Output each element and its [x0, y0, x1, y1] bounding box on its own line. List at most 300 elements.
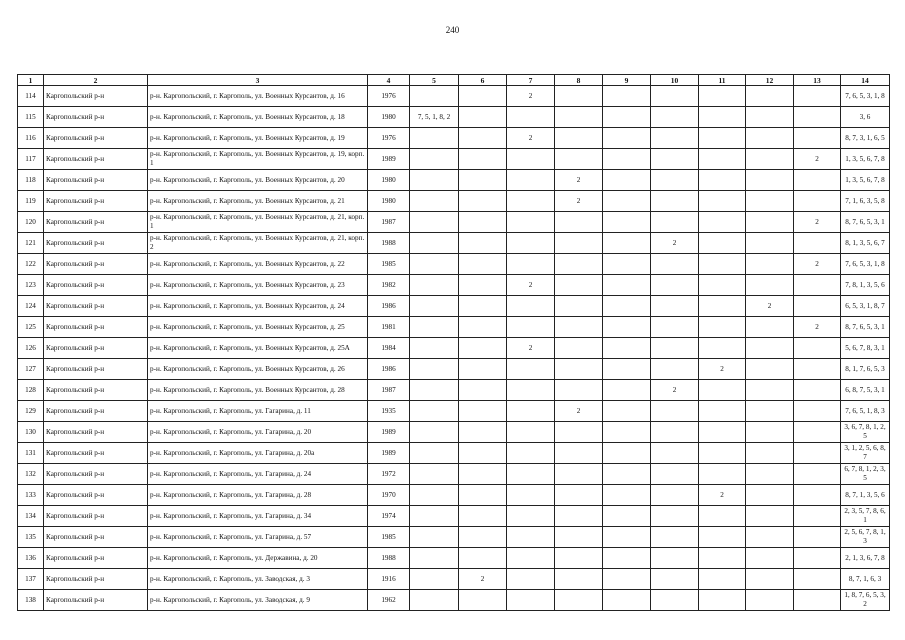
year-cell: 1916 [368, 569, 410, 590]
address-cell: р-н. Каргопольский, г. Каргополь, ул. Военных Курсантов, д. 25 [148, 317, 368, 338]
col13-cell [794, 548, 841, 569]
col12-cell [746, 527, 794, 548]
year-cell: 1989 [368, 443, 410, 464]
sequence-cell: 1, 3, 5, 6, 7, 8 [841, 170, 890, 191]
sequence-cell: 8, 7, 3, 1, 6, 5 [841, 128, 890, 149]
row-number: 135 [18, 527, 44, 548]
col8-cell: 2 [555, 191, 603, 212]
col7-cell [507, 233, 555, 254]
address-cell: р-н. Каргопольский, г. Каргополь, ул. Военных Курсантов, д. 20 [148, 170, 368, 191]
address-cell: р-н. Каргопольский, г. Каргополь, ул. Гагарина, д. 20 [148, 422, 368, 443]
col8-cell [555, 275, 603, 296]
row-number: 125 [18, 317, 44, 338]
col8-cell [555, 254, 603, 275]
col11-cell [699, 464, 746, 485]
col13-cell [794, 422, 841, 443]
col12-cell [746, 317, 794, 338]
row-number: 118 [18, 170, 44, 191]
header-row [18, 75, 890, 86]
table-row [18, 422, 890, 443]
col8-cell [555, 86, 603, 107]
column-header-13: 13 [794, 75, 841, 86]
col9-cell [603, 422, 651, 443]
col7-cell [507, 317, 555, 338]
sequence-cell: 6, 7, 8, 1, 2, 3, 5 [841, 464, 890, 485]
year-cell: 1985 [368, 527, 410, 548]
col8-cell [555, 569, 603, 590]
col11-cell [699, 296, 746, 317]
year-cell: 1962 [368, 590, 410, 611]
sequence-cell: 7, 6, 5, 3, 1, 8 [841, 254, 890, 275]
year-cell: 1982 [368, 275, 410, 296]
table-row [18, 149, 890, 170]
col10-cell [651, 275, 699, 296]
district-cell: Каргопольский р-н [44, 422, 148, 443]
col9-cell [603, 191, 651, 212]
col13-cell: 2 [794, 149, 841, 170]
district-cell: Каргопольский р-н [44, 275, 148, 296]
table-row [18, 254, 890, 275]
district-cell: Каргопольский р-н [44, 443, 148, 464]
sequence-cell: 8, 7, 6, 5, 3, 1 [841, 212, 890, 233]
row-number: 127 [18, 359, 44, 380]
col10-cell [651, 401, 699, 422]
column-header-7: 7 [507, 75, 555, 86]
col8-cell: 2 [555, 401, 603, 422]
col11-cell [699, 422, 746, 443]
district-cell: Каргопольский р-н [44, 254, 148, 275]
col10-cell [651, 527, 699, 548]
col8-cell [555, 149, 603, 170]
col5-cell [410, 527, 459, 548]
address-cell: р-н. Каргопольский, г. Каргополь, ул. Военных Курсантов, д. 24 [148, 296, 368, 317]
district-cell: Каргопольский р-н [44, 485, 148, 506]
address-cell: р-н. Каргопольский, г. Каргополь, ул. Заводская, д. 3 [148, 569, 368, 590]
col5-cell [410, 359, 459, 380]
table-row [18, 464, 890, 485]
col10-cell [651, 338, 699, 359]
col6-cell [459, 296, 507, 317]
col12-cell [746, 128, 794, 149]
col12-cell: 2 [746, 296, 794, 317]
table-row [18, 86, 890, 107]
row-number: 121 [18, 233, 44, 254]
col6-cell [459, 485, 507, 506]
row-number: 120 [18, 212, 44, 233]
district-cell: Каргопольский р-н [44, 170, 148, 191]
year-cell: 1976 [368, 86, 410, 107]
sequence-cell: 6, 8, 7, 5, 3, 1 [841, 380, 890, 401]
col5-cell [410, 296, 459, 317]
table-header [18, 75, 890, 86]
row-number: 137 [18, 569, 44, 590]
row-number: 138 [18, 590, 44, 611]
year-cell: 1980 [368, 107, 410, 128]
sequence-cell: 2, 3, 5, 7, 8, 6, 1 [841, 506, 890, 527]
col6-cell: 2 [459, 569, 507, 590]
page-number: 240 [445, 25, 460, 35]
col6-cell [459, 338, 507, 359]
col10-cell [651, 86, 699, 107]
sequence-cell: 2, 1, 3, 6, 7, 8 [841, 548, 890, 569]
col10-cell [651, 359, 699, 380]
sequence-cell: 8, 1, 3, 5, 6, 7 [841, 233, 890, 254]
col11-cell [699, 107, 746, 128]
col6-cell [459, 233, 507, 254]
column-header-8: 8 [555, 75, 603, 86]
col13-cell [794, 296, 841, 317]
row-number: 133 [18, 485, 44, 506]
district-cell: Каргопольский р-н [44, 569, 148, 590]
col9-cell [603, 590, 651, 611]
col5-cell [410, 422, 459, 443]
year-cell: 1980 [368, 191, 410, 212]
column-header-6: 6 [459, 75, 507, 86]
table-row [18, 485, 890, 506]
district-cell: Каргопольский р-н [44, 128, 148, 149]
row-number: 117 [18, 149, 44, 170]
table-body [18, 86, 890, 611]
address-cell: р-н. Каргопольский, г. Каргополь, ул. Военных Курсантов, д. 18 [148, 107, 368, 128]
col10-cell [651, 296, 699, 317]
col5-cell [410, 128, 459, 149]
district-cell: Каргопольский р-н [44, 527, 148, 548]
row-number: 114 [18, 86, 44, 107]
address-cell: р-н. Каргопольский, г. Каргополь, ул. Гагарина, д. 20а [148, 443, 368, 464]
col6-cell [459, 590, 507, 611]
sequence-cell: 2, 5, 6, 7, 8, 1, 3 [841, 527, 890, 548]
col9-cell [603, 506, 651, 527]
year-cell: 1986 [368, 359, 410, 380]
column-header-14: 14 [841, 75, 890, 86]
year-cell: 1974 [368, 506, 410, 527]
column-header-11: 11 [699, 75, 746, 86]
col13-cell [794, 170, 841, 191]
col7-cell [507, 107, 555, 128]
col12-cell [746, 464, 794, 485]
col8-cell [555, 359, 603, 380]
col5-cell [410, 212, 459, 233]
district-cell: Каргопольский р-н [44, 212, 148, 233]
year-cell: 1987 [368, 380, 410, 401]
col8-cell [555, 548, 603, 569]
col11-cell [699, 527, 746, 548]
col7-cell [507, 170, 555, 191]
column-header-9: 9 [603, 75, 651, 86]
col12-cell [746, 485, 794, 506]
col13-cell [794, 128, 841, 149]
col6-cell [459, 86, 507, 107]
col8-cell [555, 527, 603, 548]
table-row [18, 548, 890, 569]
address-cell: р-н. Каргопольский, г. Каргополь, ул. Гагарина, д. 28 [148, 485, 368, 506]
col9-cell [603, 338, 651, 359]
sequence-cell: 7, 6, 5, 1, 8, 3 [841, 401, 890, 422]
row-number: 130 [18, 422, 44, 443]
col10-cell [651, 149, 699, 170]
col5-cell [410, 548, 459, 569]
col9-cell [603, 317, 651, 338]
col6-cell [459, 170, 507, 191]
col6-cell [459, 506, 507, 527]
district-cell: Каргопольский р-н [44, 86, 148, 107]
row-number: 123 [18, 275, 44, 296]
col7-cell [507, 254, 555, 275]
col7-cell [507, 149, 555, 170]
col12-cell [746, 233, 794, 254]
col5-cell [410, 149, 459, 170]
col5-cell [410, 380, 459, 401]
col5-cell [410, 569, 459, 590]
col5-cell [410, 254, 459, 275]
col8-cell [555, 443, 603, 464]
row-number: 122 [18, 254, 44, 275]
table-row [18, 443, 890, 464]
district-cell: Каргопольский р-н [44, 464, 148, 485]
col9-cell [603, 275, 651, 296]
col10-cell [651, 107, 699, 128]
col8-cell [555, 485, 603, 506]
col7-cell: 2 [507, 86, 555, 107]
col10-cell [651, 569, 699, 590]
row-number: 124 [18, 296, 44, 317]
col7-cell: 2 [507, 338, 555, 359]
col11-cell [699, 506, 746, 527]
col8-cell [555, 338, 603, 359]
col9-cell [603, 485, 651, 506]
col11-cell: 2 [699, 485, 746, 506]
col12-cell [746, 338, 794, 359]
table-row [18, 506, 890, 527]
table-row [18, 128, 890, 149]
col13-cell: 2 [794, 254, 841, 275]
col9-cell [603, 464, 651, 485]
col7-cell [507, 569, 555, 590]
col13-cell [794, 485, 841, 506]
col10-cell [651, 254, 699, 275]
col9-cell [603, 86, 651, 107]
col5-cell [410, 86, 459, 107]
col11-cell [699, 317, 746, 338]
col5-cell [410, 485, 459, 506]
table-row [18, 212, 890, 233]
col9-cell [603, 128, 651, 149]
row-number: 119 [18, 191, 44, 212]
district-cell: Каргопольский р-н [44, 548, 148, 569]
col8-cell [555, 464, 603, 485]
col12-cell [746, 359, 794, 380]
column-header-12: 12 [746, 75, 794, 86]
col9-cell [603, 380, 651, 401]
row-number: 136 [18, 548, 44, 569]
district-cell: Каргопольский р-н [44, 359, 148, 380]
sequence-cell: 7, 8, 1, 3, 5, 6 [841, 275, 890, 296]
address-cell: р-н. Каргопольский, г. Каргополь, ул. Военных Курсантов, д. 21, корп. 1 [148, 212, 368, 233]
col10-cell: 2 [651, 380, 699, 401]
sequence-cell: 1, 3, 5, 6, 7, 8 [841, 149, 890, 170]
col13-cell [794, 464, 841, 485]
sequence-cell: 8, 7, 6, 5, 3, 1 [841, 317, 890, 338]
col8-cell: 2 [555, 170, 603, 191]
col6-cell [459, 317, 507, 338]
year-cell: 1987 [368, 212, 410, 233]
col11-cell [699, 149, 746, 170]
col10-cell [651, 317, 699, 338]
col6-cell [459, 401, 507, 422]
col8-cell [555, 590, 603, 611]
col13-cell [794, 359, 841, 380]
col6-cell [459, 107, 507, 128]
col9-cell [603, 107, 651, 128]
col7-cell [507, 443, 555, 464]
table-row [18, 527, 890, 548]
district-cell: Каргопольский р-н [44, 590, 148, 611]
district-cell: Каргопольский р-н [44, 317, 148, 338]
col7-cell [507, 548, 555, 569]
col11-cell [699, 191, 746, 212]
col13-cell [794, 107, 841, 128]
col6-cell [459, 128, 507, 149]
sequence-cell: 8, 7, 1, 3, 5, 6 [841, 485, 890, 506]
column-header-2: 2 [44, 75, 148, 86]
col6-cell [459, 359, 507, 380]
col5-cell [410, 443, 459, 464]
table-row [18, 275, 890, 296]
row-number: 134 [18, 506, 44, 527]
col7-cell [507, 380, 555, 401]
district-cell: Каргопольский р-н [44, 506, 148, 527]
address-cell: р-н. Каргопольский, г. Каргополь, ул. Военных Курсантов, д. 28 [148, 380, 368, 401]
col8-cell [555, 422, 603, 443]
col13-cell [794, 233, 841, 254]
col8-cell [555, 506, 603, 527]
col12-cell [746, 401, 794, 422]
sequence-cell: 6, 5, 3, 1, 8, 7 [841, 296, 890, 317]
address-cell: р-н. Каргопольский, г. Каргополь, ул. Военных Курсантов, д. 26 [148, 359, 368, 380]
col11-cell: 2 [699, 359, 746, 380]
col10-cell [651, 506, 699, 527]
col8-cell [555, 380, 603, 401]
col8-cell [555, 233, 603, 254]
col11-cell [699, 275, 746, 296]
table-row [18, 401, 890, 422]
col9-cell [603, 254, 651, 275]
col12-cell [746, 212, 794, 233]
address-cell: р-н. Каргопольский, г. Каргополь, ул. Военных Курсантов, д. 21, корп. 2 [148, 233, 368, 254]
address-cell: р-н. Каргопольский, г. Каргополь, ул. Гагарина, д. 24 [148, 464, 368, 485]
year-cell: 1984 [368, 338, 410, 359]
col8-cell [555, 212, 603, 233]
col5-cell [410, 191, 459, 212]
year-cell: 1981 [368, 317, 410, 338]
col13-cell [794, 443, 841, 464]
col12-cell [746, 254, 794, 275]
col8-cell [555, 317, 603, 338]
col10-cell [651, 548, 699, 569]
col5-cell [410, 401, 459, 422]
col7-cell [507, 527, 555, 548]
address-cell: р-н. Каргопольский, г. Каргополь, ул. Военных Курсантов, д. 23 [148, 275, 368, 296]
col10-cell [651, 422, 699, 443]
col10-cell [651, 485, 699, 506]
housing-registry-table [17, 74, 890, 611]
year-cell: 1989 [368, 149, 410, 170]
address-cell: р-н. Каргопольский, г. Каргополь, ул. Гагарина, д. 11 [148, 401, 368, 422]
col9-cell [603, 233, 651, 254]
col7-cell [507, 464, 555, 485]
col10-cell [651, 191, 699, 212]
district-cell: Каргопольский р-н [44, 401, 148, 422]
col6-cell [459, 191, 507, 212]
table-row [18, 107, 890, 128]
year-cell: 1985 [368, 254, 410, 275]
col9-cell [603, 149, 651, 170]
address-cell: р-н. Каргопольский, г. Каргополь, ул. Военных Курсантов, д. 21 [148, 191, 368, 212]
district-cell: Каргопольский р-н [44, 380, 148, 401]
table-row [18, 590, 890, 611]
col10-cell [651, 212, 699, 233]
col10-cell [651, 170, 699, 191]
column-header-10: 10 [651, 75, 699, 86]
table-row [18, 317, 890, 338]
sequence-cell: 7, 1, 6, 3, 5, 8 [841, 191, 890, 212]
address-cell: р-н. Каргопольский, г. Каргополь, ул. Военных Курсантов, д. 25А [148, 338, 368, 359]
address-cell: р-н. Каргопольский, г. Каргополь, ул. Военных Курсантов, д. 22 [148, 254, 368, 275]
sequence-cell: 3, 6 [841, 107, 890, 128]
address-cell: р-н. Каргопольский, г. Каргополь, ул. Военных Курсантов, д. 19 [148, 128, 368, 149]
col9-cell [603, 401, 651, 422]
col12-cell [746, 107, 794, 128]
district-cell: Каргопольский р-н [44, 107, 148, 128]
col5-cell [410, 170, 459, 191]
col11-cell [699, 338, 746, 359]
col12-cell [746, 170, 794, 191]
col12-cell [746, 443, 794, 464]
year-cell: 1972 [368, 464, 410, 485]
col10-cell [651, 464, 699, 485]
col6-cell [459, 464, 507, 485]
col5-cell [410, 338, 459, 359]
district-cell: Каргопольский р-н [44, 338, 148, 359]
address-cell: р-н. Каргопольский, г. Каргополь, ул. Гагарина, д. 57 [148, 527, 368, 548]
col11-cell [699, 590, 746, 611]
sequence-cell: 8, 7, 1, 6, 3 [841, 569, 890, 590]
table-row [18, 296, 890, 317]
col6-cell [459, 527, 507, 548]
col13-cell [794, 275, 841, 296]
col12-cell [746, 191, 794, 212]
sequence-cell: 1, 8, 7, 6, 5, 3, 2 [841, 590, 890, 611]
col10-cell [651, 590, 699, 611]
row-number: 131 [18, 443, 44, 464]
district-cell: Каргопольский р-н [44, 233, 148, 254]
col7-cell [507, 296, 555, 317]
col8-cell [555, 128, 603, 149]
col9-cell [603, 569, 651, 590]
col13-cell [794, 527, 841, 548]
col11-cell [699, 86, 746, 107]
col7-cell [507, 422, 555, 443]
district-cell: Каргопольский р-н [44, 191, 148, 212]
col13-cell [794, 569, 841, 590]
col6-cell [459, 380, 507, 401]
col6-cell [459, 212, 507, 233]
column-header-1: 1 [18, 75, 44, 86]
col7-cell: 2 [507, 128, 555, 149]
row-number: 126 [18, 338, 44, 359]
year-cell: 1986 [368, 296, 410, 317]
table-row [18, 359, 890, 380]
